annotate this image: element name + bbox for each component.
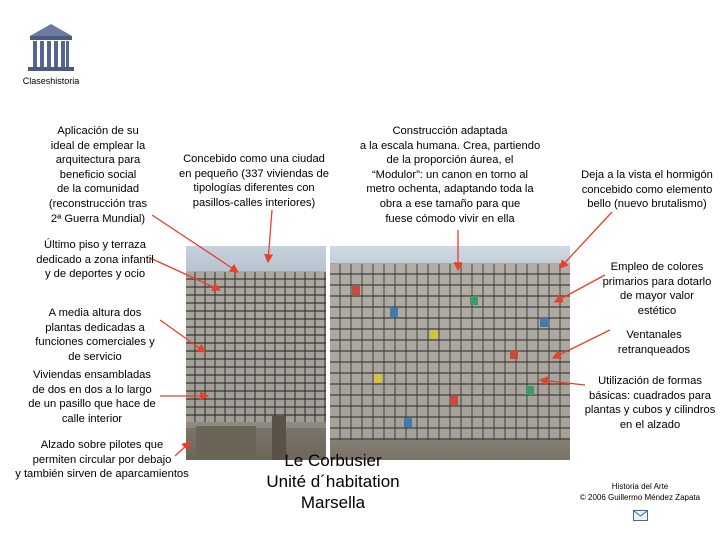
annotation-empleo: Empleo de colores primarios para dotarlo de mayor valor estético [602,261,712,317]
annotation-viviendas: Viviendas ensambladas de dos en dos a lo largo de un pasillo que hace de calle interior [28,369,156,425]
annotation-aplicacion: Aplicación de su ideal de emplear la arquitectura para beneficio social de la comunidad (reconstrucción tras 2ª Guerra Mundial) [48,125,148,225]
annotation-media: A media altura dos plantas dedicadas a funciones comerciales y de servicio [35,307,155,363]
logo-label: Claseshistoria [22,76,80,86]
annotation-ultimo: Último piso y terraza dedicado a zona infantil y de deportes y ocio [36,239,154,281]
annotation-formas: Utilización de formas básicas: cuadrados para plantas y cubos y cilindros en el alzado [584,375,716,431]
envelope-icon[interactable] [633,510,648,521]
slide-title: Le Corbusier Unité d´habitation Marsella [266,451,400,512]
credit-text: Historia del Arte © 2006 Guillermo Méndez Zapata [579,482,701,502]
annotation-concebido: Concebido como una ciudad en pequeño (337 viviendas de tipologías diferentes con pasillos-calles interiores) [179,153,329,209]
annotation-deja: Deja a la vista el hormigón concebido como elemento bello (nuevo brutalismo) [581,169,713,211]
annotation-alzado: Alzado sobre pilotes que permiten circular por debajo y también sirven de aparcamientos [15,439,189,481]
annotation-construccion: Construcción adaptada a la escala humana. Crea, partiendo de la proporción áurea, el “Modulor”: un canon en torno al metro ochenta, adaptando toda la obra a ese tamaño para que fuese cómodo vivir en ella [359,125,541,225]
annotation-ventanales: Ventanales retranqueados [617,329,691,356]
